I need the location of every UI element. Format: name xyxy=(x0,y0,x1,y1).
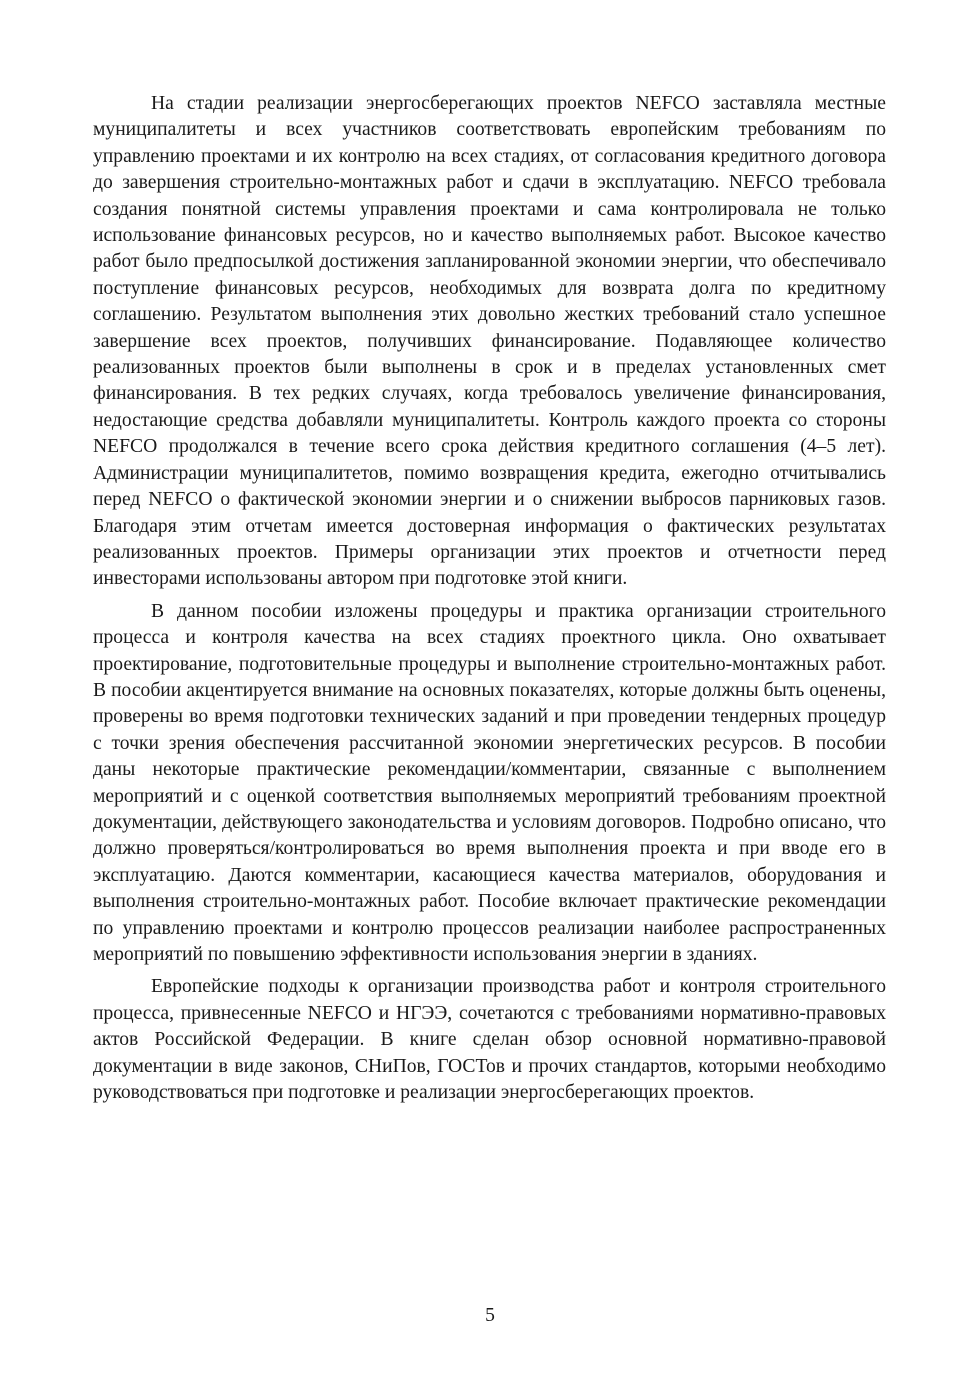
paragraph-manual-contents: В данном пособии изложены процедуры и практика организации строительного процесса и контроля качества на всех стадиях проектного цикла. Оно охватывает проектирование, подготовительные процедуры и выполнение строительно-монтажных работ. В пособии акцентируется внимание на основных показателях, которые должны быть оценены, проверены во время подготовки технических заданий и при проведении тендерных процедур с точки зрения обеспечения рассчитанной экономии энергетических ресурсов. В пособии даны некоторые практические рекомендации/комментарии, связанные с выполнением мероприятий и с оценкой соответствия выполняемых мероприятий требованиям проектной документации, действующего законодательства и условиям договоров. Подробно описано, что должно проверяться/контролироваться во время выполнения проекта и при вводе его в эксплуатацию. Даются комментарии, касающиеся качества материалов, оборудования и выполнения строительно-монтажных работ. Пособие включает практические рекомендации по управлению проектами и контролю процессов реализации наиболее распространенных мероприятий по повышению эффективности использования энергии в зданиях. xyxy=(93,600,886,965)
page-number: 5 xyxy=(485,1305,495,1326)
paragraph-european-approaches: Европейские подходы к организации производства работ и контроля строительного процесса, привнесенные NEFCO и НГЭЭ, сочетаются с требованиями нормативно-правовых актов Российской Федерации. В книге сделан обзор основной нормативно-правовой документации в виде законов, СНиПов, ГОСТов и прочих стандартов, которыми необходимо руководствоваться при подготовке и реализации энергосберегающих проектов. xyxy=(93,976,886,1104)
page-body xyxy=(93,91,886,1112)
paragraph-nefco-requirements: На стадии реализации энергосберегающих проектов NEFCO заставляла местные муниципалитеты и всех участников соответствовать европейским требованиям по управлению проектами и их контролю на всех стадиях, от согласования кредитного договора до завершения строительно-монтажных работ и сдачи в эксплуатацию. NEFCO требовала создания понятной системы управления проектами и сама контролировала не только использование финансовых ресурсов, но и качество выполняемых работ. Высокое качество работ было предпосылкой достижения запланированной экономии энергии, что обеспечивало поступление финансовых ресурсов, необходимых для возврата долга по кредитному соглашению. Результатом выполнения этих довольно жестких требований стало успешное завершение всех проектов, получивших финансирование. Подавляющее количество реализованных проектов были выполнены в срок и в пределах установленных смет финансирования. В тех редких случаях, когда требовалось увеличение финансирования, недостающие средства добавляли муниципалитеты. Контроль каждого проекта со стороны NEFCO продолжался в течение всего срока действия кредитного соглашения (4–5 лет). Администрации муниципалитетов, помимо возвращения кредита, ежегодно отчитывались перед NEFCO о фактической экономии энергии и о снижении выбросов парниковых газов. Благодаря этим отчетам имеется достоверная информация о фактических результатах реализованных проектов. Примеры организации этих проектов и отчетности перед инвесторами использованы автором при подготовке этой книги. xyxy=(93,93,886,590)
